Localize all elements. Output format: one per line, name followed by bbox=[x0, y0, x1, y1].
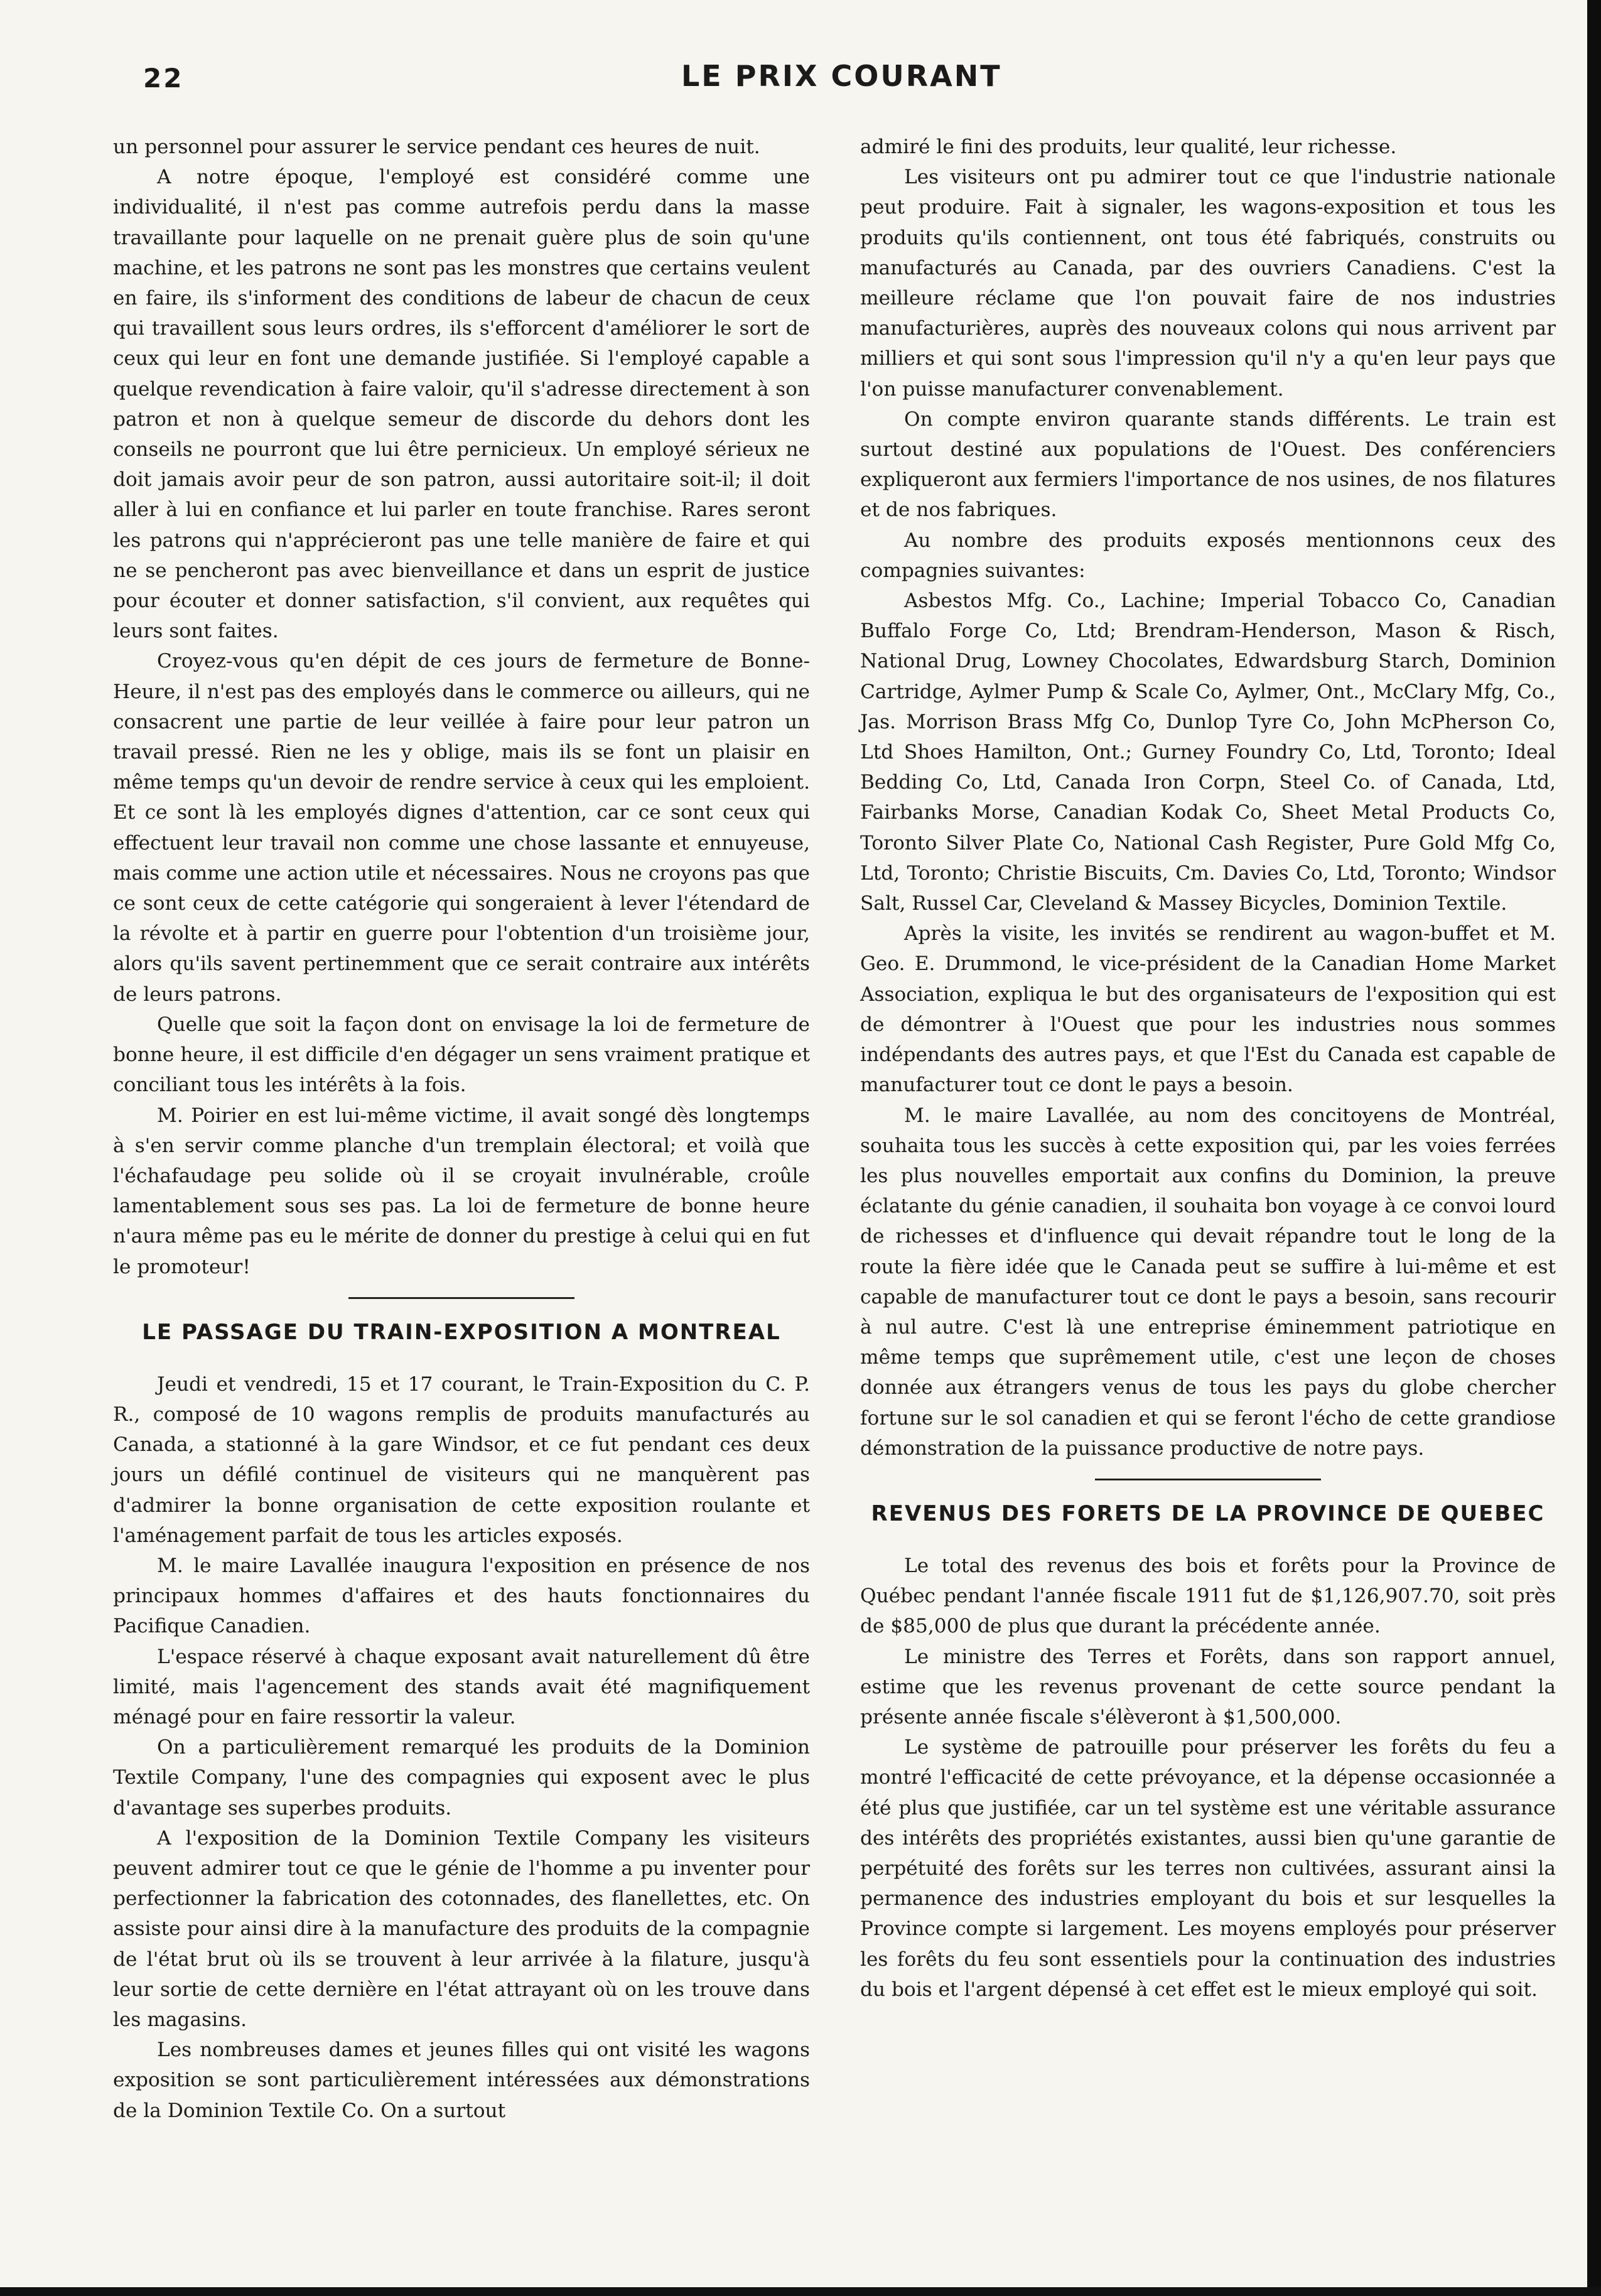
section-divider bbox=[348, 1297, 574, 1299]
paragraph: Croyez-vous qu'en dépit de ces jours de fermeture de Bonne-Heure, il n'est pas des employés dans le commerce ou ailleurs, qui ne consacrent une partie de leur veillée à faire pour leur patron un travail pressé. Rien ne les y oblige, mais ils se font un plaisir en même temps qu'un devoir de rendre service à ceux qui les emploient. Et ce sont là les employés dignes d'attention, car ce sont ceux qui effectuent leur travail non comme une chose lassante et ennuyeuse, mais comme une action utile et nécessaires. Nous ne croyons pas que ce sont ceux de cette catégorie qui songeraient à lever l'étendard de la révolte et à partir en guerre pour l'obtention d'un troisième jour, alors qu'ils savent pertinemment que ce serait contraire aux intérêts de leurs patrons. bbox=[113, 650, 810, 1006]
paragraph: M. le maire Lavallée inaugura l'exposition en présence de nos principaux hommes d'affaires et des hauts fonctionnaires du Pacifique Canadien. bbox=[113, 1554, 810, 1638]
paragraph: M. Poirier en est lui-même victime, il avait songé dès longtemps à s'en servir comme planche d'un tremplain électoral; et voilà que l'échafaudage peu solide où il se croyait invulnérable, croûle lamentablement sous ses pas. La loi de fermeture de bonne heure n'aura même pas eu le mérite de donner du prestige à celui qui en fut le promoteur! bbox=[113, 1104, 810, 1278]
paragraph: Le total des revenus des bois et forêts pour la Province de Québec pendant l'année fiscale 1911 fut de $1,126,907.70, soit près de $85,000 de plus que durant la précédente année. bbox=[860, 1554, 1556, 1638]
paragraph: Quelle que soit la façon dont on envisage la loi de fermeture de bonne heure, il est difficile d'en dégager un sens vraiment pratique et conciliant tous les intérêts à la fois. bbox=[113, 1013, 810, 1097]
paragraph: Au nombre des produits exposés mentionnons ceux des compagnies suivantes: bbox=[860, 529, 1556, 582]
paragraph: Jeudi et vendredi, 15 et 17 courant, le Train-Exposition du C. P. R., composé de 10 wagons remplis de produits manufacturés au Canada, a stationné à la gare Windsor, et ce fut pendant ces deux jours un défilé continuel de visiteurs qui ne manquèrent pas d'admirer la bonne organisation de cette exposition roulante et l'aménagement parfait de tous les articles exposés. bbox=[113, 1372, 810, 1547]
paragraph: un personnel pour assurer le service pendant ces heures de nuit. bbox=[113, 136, 760, 158]
page-number: 22 bbox=[143, 63, 184, 94]
paragraph: On compte environ quarante stands différents. Le train est surtout destiné aux populations de l'Ouest. Des conférenciers expliqueront aux fermiers l'importance de nos usines, de nos filatures et de nos fabriques. bbox=[860, 407, 1556, 522]
article-heading-train-exposition: LE PASSAGE DU TRAIN-EXPOSITION A MONTREAL bbox=[142, 1319, 781, 1345]
page-bottom-edge bbox=[0, 2287, 1601, 2296]
paragraph: A notre époque, l'employé est considéré comme une individualité, il n'est pas comme autrefois perdu dans la masse travaillante pour laquelle on ne prenait guère plus de soin qu'une machine, et les patrons ne sont pas les monstres que certains veulent en faire, ils s'informent des conditions de labeur de chacun de ceux qui travaillent sous leurs ordres, ils s'efforcent d'améliorer le sort de ceux qui leur en font une demande justifiée. Si l'employé capable a quelque revendication à faire valoir, qu'il s'adresse directement à son patron et non à quelque semeur de discorde du dehors dont les conseils ne pourront que lui être pernicieux. Un employé sérieux ne doit jamais avoir peur de son patron, aussi autoritaire soit-il; il doit aller à lui en confiance et lui parler en toute franchise. Rares seront les patrons qui n'apprécieront pas une telle manière de faire et qui ne se pencheront pas avec bienveillance et dans un esprit de justice pour écouter et donner satisfaction, s'il convient, aux requêtes qui leurs sont faites. bbox=[113, 166, 810, 643]
page-edge-shadow bbox=[1587, 0, 1601, 2296]
paragraph: A l'exposition de la Dominion Textile Company les visiteurs peuvent admirer tout ce que le génie de l'homme a pu inventer pour perfectionner la fabrication des cotonnades, des flanellettes, etc. On assiste pour ainsi dire à la manufacture des produits de la compagnie de l'état brut où ils se trouvent à leur arrivée à la filature, jusqu'à leur sortie de cette dernière en l'état attrayant où on les trouve dans les magasins. bbox=[113, 1826, 810, 2031]
paragraph: admiré le fini des produits, leur qualité, leur richesse. bbox=[860, 136, 1397, 158]
paragraph: Le ministre des Terres et Forêts, dans son rapport annuel, estime que les revenus provenant de cette source pendant la présente année fiscale s'élèveront à $1,500,000. bbox=[860, 1645, 1556, 1728]
paragraph: M. le maire Lavallée, au nom des concitoyens de Montréal, souhaita tous les succès à cette exposition qui, par les voies ferrées les plus nouvelles emportait aux confins du Dominion, la preuve éclatante du génie canadien, il souhaita bon voyage à ce convoi lourd de richesses et d'influence qui devait répandre tout le long de la route la fière idée que le Canada peut se suffire à lui-même et est capable de manufacturer tout ce dont le pays a besoin, sans recourir à nul autre. C'est là une entreprise éminemment patriotique en même temps que suprêmement utile, c'est une leçon de choses donnée aux étrangers venus de tous les pays du globe chercher fortune sur le sol canadien et qui se feront l'écho de cette grandiose démonstration de la puissance productive de notre pays. bbox=[860, 1104, 1556, 1460]
paragraph: Les nombreuses dames et jeunes filles qui ont visité les wagons exposition se sont particulièrement intéressées aux démonstrations de la Dominion Textile Co. On a surtout bbox=[113, 2039, 810, 2122]
running-title: LE PRIX COURANT bbox=[681, 59, 1002, 93]
paragraph: Les visiteurs ont pu admirer tout ce que l'industrie nationale peut produire. Fait à signaler, les wagons-exposition et tous les produits qu'ils contiennent, ont tous été fabriqués, construits ou manufacturés au Canada, par des ouvriers Canadiens. C'est la meilleure réclame que l'on pouvait faire de nos industries manufacturières, auprès des nouveaux colons qui nous arrivent par milliers et qui sont sous l'impression qu'il n'y a qu'en leur pays que l'on puisse manufacturer convenablement. bbox=[860, 166, 1556, 401]
paragraph: Le système de patrouille pour préserver les forêts du feu a montré l'efficacité de cette prévoyance, et la dépense occasionnée a été plus que justifiée, car un tel système est une véritable assurance des intérêts des propriétés existantes, aussi bien qu'une garantie de perpétuité des forêts sur les terres non cultivées, assurant ainsi la permanence des industries employant du bois et sur lesquelles la Province compte si largement. Les moyens employés pour préserver les forêts du feu sont essentiels pour la continuation des industries du bois et l'argent dépensé à cet effet est le mieux employé qui soit. bbox=[860, 1736, 1556, 2001]
paragraph: L'espace réservé à chaque exposant avait naturellement dû être limité, mais l'agencement des stands avait été magnifiquement ménagé pour en faire ressortir la valeur. bbox=[113, 1645, 810, 1728]
paragraph: Après la visite, les invités se rendirent au wagon-buffet et M. Geo. E. Drummond, le vice-président de la Canadian Home Market Association, expliqua le but des organisateurs de l'exposition qui est de démontrer à l'Ouest que pour les industries nous sommes indépendants des autres pays, et que l'Est du Canada est capable de manufacturer tout ce dont le pays a besoin. bbox=[860, 922, 1556, 1097]
company-list: Asbestos Mfg. Co., Lachine; Imperial Tobacco Co, Canadian Buffalo Forge Co, Ltd; Brendram-Henderson, Mason & Risch, National Drug, Lowney Chocolates, Edwardsburg Starch, Dominion Cartridge, Aylmer Pump & Scale Co, Aylmer, Ont., McClary Mfg, Co., Jas. Morrison Brass Mfg Co, Dunlop Tyre Co, John McPherson Co, Ltd Shoes Hamilton, Ont.; Gurney Foundry Co, Ltd, Toronto; Ideal Bedding Co, Ltd, Canada Iron Corpn, Steel Co. of Canada, Ltd, Fairbanks Morse, Canadian Kodak Co, Sheet Metal Products Co, Toronto Silver Plate Co, National Cash Register, Pure Gold Mfg Co, Ltd, Toronto; Christie Biscuits, Cm. Davies Co, Ltd, Toronto; Windsor Salt, Russel Car, Cleveland & Massey Bicycles, Dominion Textile. bbox=[860, 590, 1556, 915]
left-column bbox=[113, 132, 810, 2126]
paragraph: On a particulièrement remarqué les produits de la Dominion Textile Company, l'une des compagnies qui exposent avec le plus d'avantage ses superbes produits. bbox=[113, 1736, 810, 1819]
right-column bbox=[860, 132, 1556, 2005]
article-heading-forest-revenue: REVENUS DES FORETS DE LA PROVINCE DE QUEBEC bbox=[871, 1501, 1545, 1526]
section-divider bbox=[1095, 1479, 1321, 1480]
